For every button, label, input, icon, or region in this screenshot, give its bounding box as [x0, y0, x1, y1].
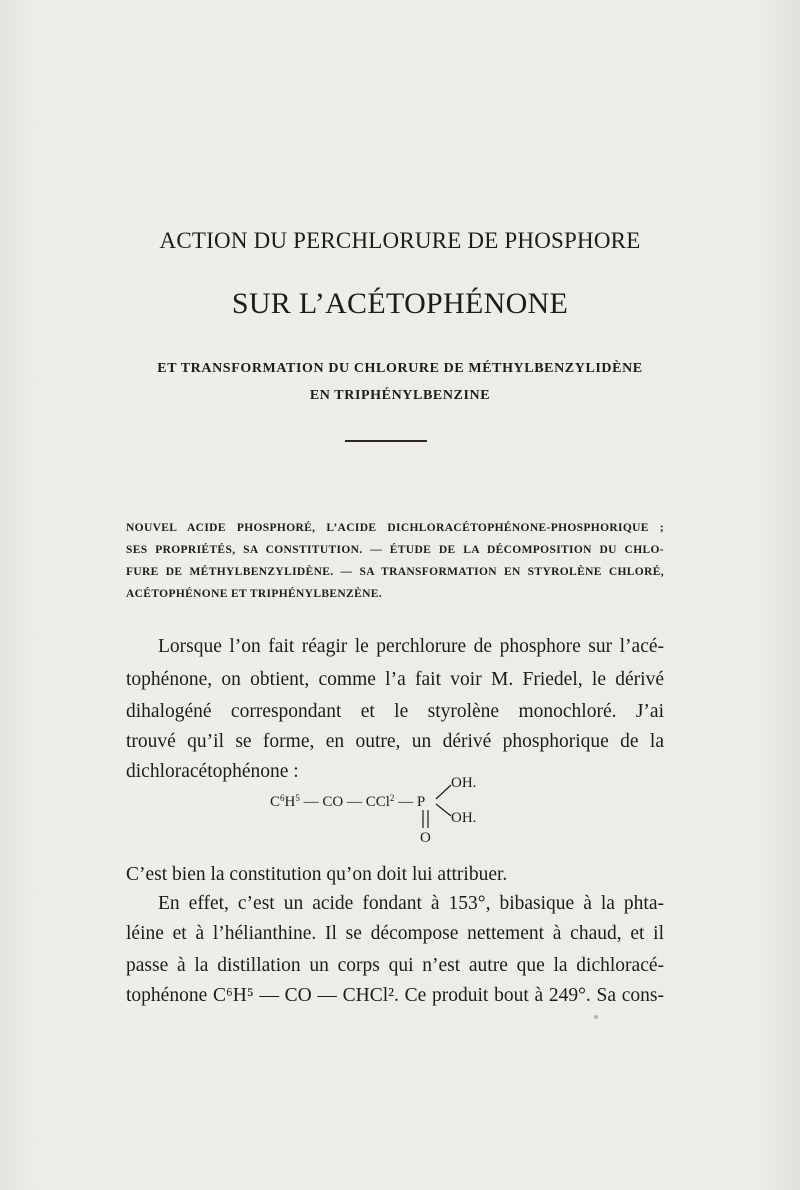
- paragraph-1-line: dichloracétophénone :: [126, 761, 299, 782]
- separator-rule: [345, 440, 427, 442]
- paragraph-1-line: trouvé qu’il se forme, en outre, un dérivé phosphorique de la: [126, 731, 664, 752]
- paragraph-1-line: dihalogéné correspondant et le styrolène monochloré. J’ai: [126, 701, 664, 722]
- subtitle-line-1: ET TRANSFORMATION DU CHLORURE DE MÉTHYLBENZYLIDÈNE: [157, 361, 643, 376]
- formula-c: C: [270, 794, 281, 810]
- formula-oh-bottom: OH.: [451, 810, 477, 826]
- formula-h: H: [284, 794, 296, 810]
- paragraph-3-line: léine et à l’hélianthine. Il se décompose nettement à chaud, et il: [126, 923, 664, 944]
- paragraph-3-line: En effet, c’est un acide fondant à 153°, bibasique à la phta-: [158, 893, 664, 914]
- paragraph-3-line: tophénone C⁶H⁵ — CO — CHCl². Ce produit bout à 249°. Sa cons-: [126, 985, 664, 1006]
- formula-oh-top: OH.: [451, 775, 477, 791]
- formula-o: O: [420, 830, 431, 846]
- summary-line: FURE DE MÉTHYLBENZYLIDÈNE. — SA TRANSFORMATION EN STYROLÈNE CHLORÉ,: [126, 566, 664, 578]
- summary-line: ACÉTOPHÉNONE ET TRIPHÉNYLBENZÈNE.: [126, 588, 382, 600]
- paragraph-2-line: C’est bien la constitution qu’on doit lui attribuer.: [126, 864, 508, 885]
- summary-line: NOUVEL ACIDE PHOSPHORÉ, L’ACIDE DICHLORACÉTOPHÉNONE-PHOSPHORIQUE ;: [126, 522, 664, 534]
- paragraph-3-line: passe à la distillation un corps qui n’est autre que la dichloracé-: [126, 955, 664, 976]
- paragraph-1-line: tophénone, on obtient, comme l’a fait voir M. Friedel, le dérivé: [126, 669, 664, 690]
- bond-upper: [436, 785, 451, 799]
- svg-text:C6H5 — CO — CCl2 — P: [270, 793, 425, 810]
- formula-sup: 5: [295, 793, 300, 803]
- formula-co: — CO — CCl: [299, 794, 390, 810]
- page-speck: [594, 1015, 598, 1019]
- formula-sup: 2: [389, 793, 395, 803]
- bond-lower: [436, 804, 451, 816]
- formula-sup: 6: [280, 793, 285, 803]
- formula-p: — P: [394, 794, 426, 810]
- title-line-1: ACTION DU PERCHLORURE DE PHOSPHORE: [159, 228, 641, 253]
- title-line-2: SUR L’ACÉTOPHÉNONE: [231, 287, 569, 320]
- subtitle-line-2: EN TRIPHÉNYLBENZINE: [309, 388, 491, 403]
- paragraph-1-line: Lorsque l’on fait réagir le perchlorure de phosphore sur l’acé-: [158, 636, 664, 657]
- summary-line: SES PROPRIÉTÉS, SA CONSTITUTION. — ÉTUDE DE LA DÉCOMPOSITION DU CHLO-: [126, 544, 664, 556]
